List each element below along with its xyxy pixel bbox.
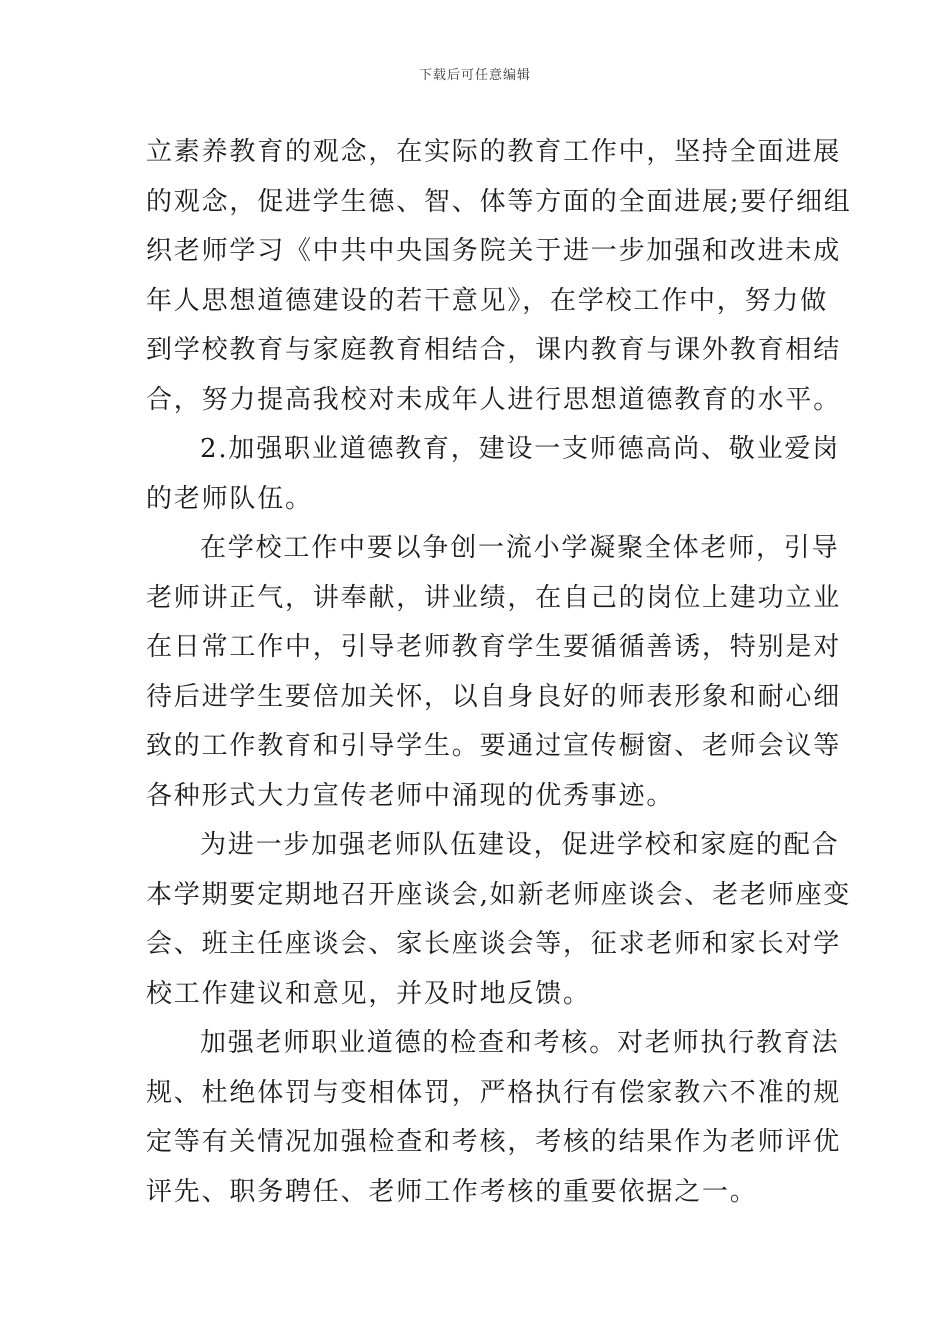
text-line: 年人思想道德建设的若干意见》，在学校工作中，努力做 (146, 285, 829, 316)
text-line: 待后进学生要倍加关怀，以自身良好的师表形象和耐心细 (146, 681, 842, 712)
text-line: 织老师学习《中共中央国务院关于进一步加强和改进未成 (146, 236, 842, 266)
text-line: 定等有关情况加强检查和考核，考核的结果作为老师评优 (146, 1127, 842, 1157)
text-line: 校工作建议和意见，并及时地反馈。 (146, 978, 591, 1009)
document-body (146, 128, 852, 1217)
text-line: 在日常工作中，引导老师教育学生要循循善诱，特别是对 (146, 632, 842, 662)
text-line: 的老师队伍。 (146, 483, 313, 514)
paragraph-start-line: 在学校工作中要以争创一流小学凝聚全体老师，引导 (200, 533, 840, 563)
text-line: 会、班主任座谈会、家长座谈会等，征求老师和家长对学 (146, 929, 842, 959)
text-line: 到学校教育与家庭教育相结合，课内教育与课外教育相结 (146, 335, 842, 365)
text-line: 各种形式大力宣传老师中涌现的优秀事迹。 (146, 780, 675, 811)
text-line: 立素养教育的观念，在实际的教育工作中，坚持全面进展 (146, 137, 842, 167)
paragraph-start-line: 2.加强职业道德教育，建设一支师德高尚、敬业爱岗 (200, 434, 841, 464)
paragraph-start-line: 为进一步加强老师队伍建设，促进学校和家庭的配合 (200, 830, 840, 860)
text-line: 致的工作教育和引导学生。要通过宣传橱窗、老师会议等 (146, 731, 842, 761)
text-line: 的观念，促进学生德、智、体等方面的全面进展;要仔细组 (146, 186, 852, 217)
text-line: 本学期要定期地召开座谈会,如新老师座谈会、老老师座变 (146, 879, 852, 910)
paragraph-start-line: 加强老师职业道德的检查和考核。对老师执行教育法 (200, 1028, 840, 1058)
page-header: 下载后可任意编辑 (418, 68, 531, 83)
text-line: 评先、职务聘任、老师工作考核的重要依据之一。 (146, 1176, 758, 1207)
text-line: 规、杜绝体罚与变相体罚，严格执行有偿家教六不准的规 (146, 1077, 842, 1108)
text-line: 合，努力提高我校对未成年人进行思想道德教育的水平。 (146, 384, 842, 415)
text-line: 老师讲正气，讲奉献，讲业绩，在自己的岗位上建功立业 (146, 582, 842, 613)
